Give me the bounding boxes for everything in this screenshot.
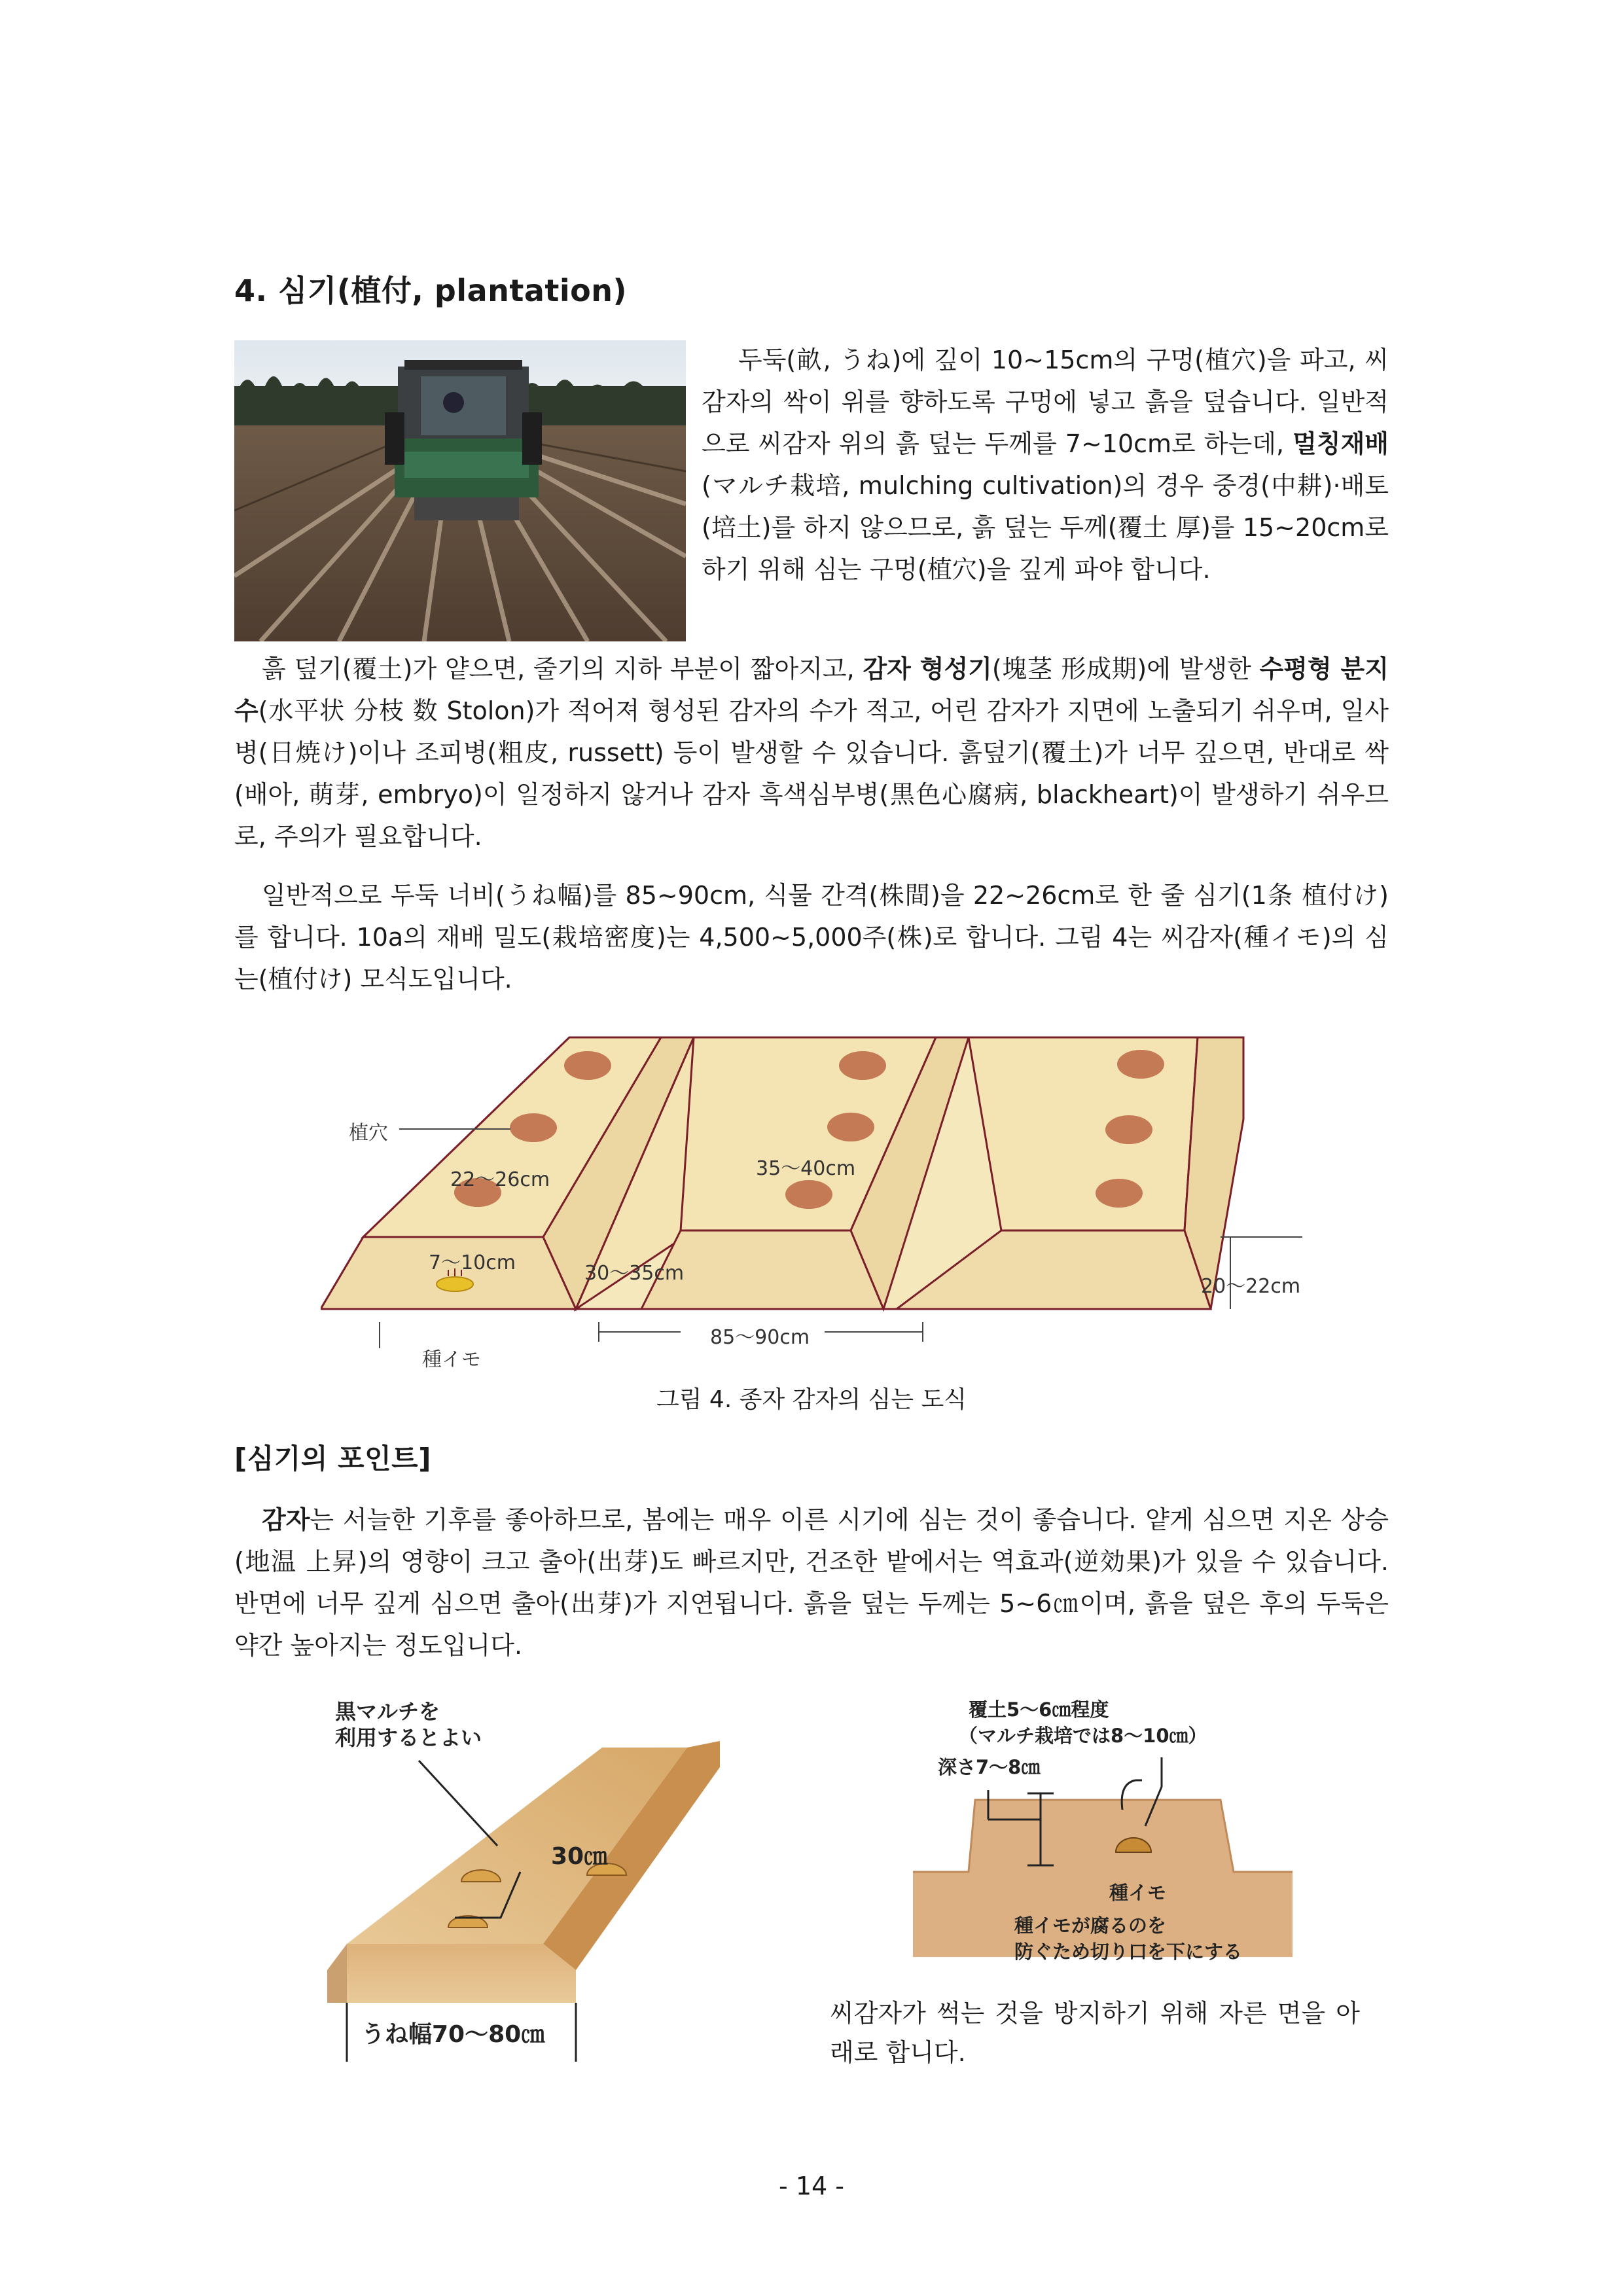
- label-cover-depth: 7～10cm: [429, 1251, 516, 1274]
- intro-text-1: 두둑(畝, うね)에 깊이 10~15cm의 구멍(植穴)을 파고, 씨감자의 싹이 위를 향하도록 구멍에 넣고 흙을 덮습니다. 일반적으로 씨감자 위의 흙 덮는 두께를 7~10cm로 하는데,: [702, 346, 1389, 458]
- label-mulch-line2: 利用するとよい: [335, 1725, 482, 1750]
- intro-text-2: (マルチ栽培, mulching cultivation)의 경우 중경(中耕)·배토(培土)를 하지 않으므로, 흙 덮는 두께(覆土 厚)를 15~20cm로 하기 위해 심는 구멍(植穴)을 깊게 파야 합니다.: [702, 471, 1389, 584]
- covering-paragraph: [234, 648, 1389, 857]
- cross-section-diagram: [913, 1695, 1293, 1963]
- label-note-line1: 種イモが腐るのを: [1014, 1914, 1167, 1937]
- points-bold-potato: 감자: [262, 1505, 310, 1534]
- points-title: [심기의 포인트]: [234, 1443, 431, 1475]
- label-ridge-top-width: 35～40cm: [756, 1157, 856, 1180]
- page-number: - 14 -: [779, 2172, 844, 2200]
- tractor-planting-photo: [234, 340, 686, 641]
- label-cover-line1: 覆土5～6㎝程度: [969, 1698, 1109, 1721]
- para2-text-1: 흙 덮기(覆土)가 얕으면, 줄기의 지하 부분이 짧아지고,: [262, 655, 863, 683]
- label-furrow-width: 30～35cm: [584, 1262, 685, 1285]
- figure-4-caption: 그림 4. 종자 감자의 심는 도식: [656, 1386, 967, 1413]
- section-title: 4. 심기(植付, plantation): [234, 273, 628, 308]
- label-ridge-height: 20～22cm: [1201, 1275, 1301, 1298]
- intro-paragraph: [702, 339, 1389, 590]
- intro-bold-mulching: 멀칭재배: [1293, 429, 1389, 458]
- points-text: 는 서늘한 기후를 좋아하므로, 봄에는 매우 이른 시기에 심는 것이 좋습니다. 얕게 심으면 지온 상승(地温 上昇)의 영향이 크고 출아(出芽)도 빠르지만, 건조한 밭에서는 역효과(逆効果)가 있을 수 있습니다. 반면에 너무 깊게 심으면 출아(出芽)가 지연됩니다. 흙을 덮는 두께는 5~6㎝이며, 흙을 덮은 후의 두둑은 약간 높아지는 정도입니다.: [234, 1505, 1389, 1660]
- label-plant-spacing: 22～26cm: [450, 1168, 550, 1191]
- label-ridge-width-jp: うね幅70～80㎝: [361, 2021, 545, 2048]
- para2-text-3: (水平状 分枝 数 Stolon)가 적어져 형성된 감자의 수가 적고, 어린 감자가 지면에 노출되기 쉬우며, 일사병(日焼け)이나 조피병(粗皮, russett) 등이 발생할 수 있습니다. 흙덮기(覆土)가 너무 깊으면, 반대로 싹(배아, 萌芽, embryo)이 일정하지 않거나 감자 흑색심부병(黒色心腐病, blackheart)이 발생하기 쉬우므로, 주의가 필요합니다.: [234, 696, 1389, 851]
- label-seed-potato-jp: 種イモ: [1109, 1882, 1167, 1904]
- mulch-ridge-diagram: [327, 1695, 733, 2062]
- label-depth: 深さ7～8㎝: [938, 1756, 1041, 1778]
- label-planting-hole: 植穴: [349, 1122, 388, 1145]
- label-seed-potato: 種イモ: [422, 1348, 481, 1371]
- points-paragraph: [234, 1499, 1389, 1666]
- para2-bold-1: 감자 형성기: [863, 655, 992, 683]
- spacing-paragraph: 일반적으로 두둑 너비(うね幅)를 85~90cm, 식물 간격(株間)을 22~26cm로 한 줄 심기(1条 植付け)를 합니다. 10a의 재배 밀도(栽培密度)는 4,500~5,000주(株)로 합니다. 그림 4는 씨감자(種イモ)의 심는(植付け) 모식도입니다.: [234, 881, 1389, 994]
- label-note-line2: 防ぐため切り口を下にする: [1014, 1941, 1243, 1963]
- para2-bold-2: 수평형 분지 수: [234, 655, 1389, 725]
- cut-side-note: 씨감자가 썩는 것을 방지하기 위해 자른 면을 아래로 합니다.: [830, 1999, 1360, 2067]
- para2-text-2: (塊茎 形成期)에 발생한: [991, 655, 1260, 683]
- label-cover-line2: （マルチ栽培では8～10㎝）: [959, 1725, 1207, 1747]
- ridge-planting-diagram: [321, 1021, 1302, 1374]
- label-ridge-width: 85～90cm: [710, 1326, 810, 1349]
- label-mulch-line1: 黒マルチを: [335, 1699, 440, 1724]
- label-spacing-30cm: 30㎝: [551, 1843, 608, 1870]
